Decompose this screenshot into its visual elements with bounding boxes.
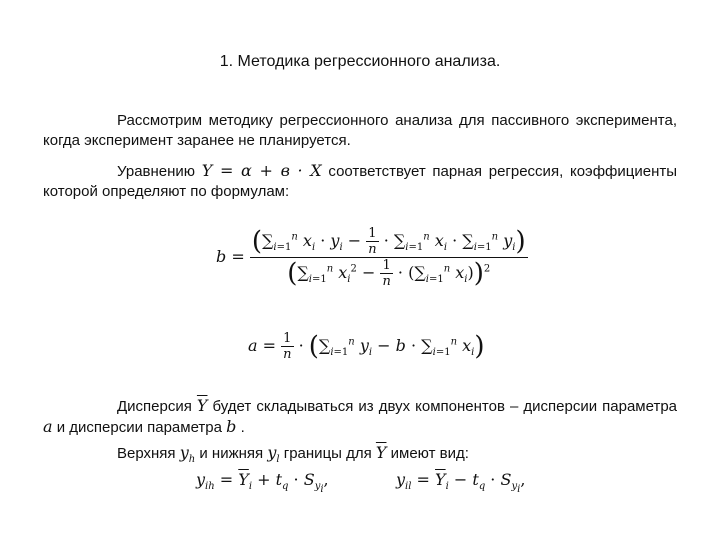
slide-title: 1. Методика регрессионного анализа. [219, 53, 501, 70]
regression-equation: Y = α + в · X [201, 161, 322, 180]
frac-n: n [368, 242, 377, 257]
frac-one: 1 [283, 331, 292, 346]
frac-one: 1 [368, 226, 377, 241]
formula-b-lhs: b = [216, 247, 245, 266]
formula-b-fraction [250, 226, 528, 289]
yh-symbol: $y_h$ [179, 443, 196, 466]
b-symbol: b [226, 417, 237, 436]
a-symbol: a [43, 417, 53, 436]
formula-lower-bound: $y_{il} = \overline{Y}_i - t_q \cdot S_{y_i}$, [396, 470, 526, 496]
paragraph-equation-text-a: Уравнению [117, 163, 202, 180]
paragraph-dispersion [43, 396, 677, 438]
frac-n: n [283, 347, 292, 362]
paragraph-equation-text-b: соответствует парная регрессия, коэффициенты которой определяют по формулам: [43, 163, 677, 200]
frac-n: n [382, 274, 391, 289]
paragraph-bounds-text-c: границы для [279, 445, 376, 462]
formula-upper-bound: $y_{ih} = \overline{Y}_i + t_q \cdot S_{y_i}$, [196, 470, 329, 496]
paragraph-dispersion-text-d: . [236, 419, 245, 436]
formula-b-numerator: ($\sum_{i=1}^n$ $x_i \cdot y_i$ − $\frac{1}{n}$ · $\sum_{i=1}^n$ $x_i \cdot \sum_{i=1}^n$ $y_i$) [251, 226, 526, 257]
frac-one: 1 [382, 258, 391, 273]
paragraph-intro-text: Рассмотрим методику регрессионного анализа для пассивного эксперимента, когда эксперимент заранее не планируется. [43, 112, 677, 149]
formula-b-denominator: ($\sum_{i=1}^n$ $x_i^2$ − $\frac{1}{n}$ · ($\sum_{i=1}^n$ $x_i))^2$ [287, 258, 491, 289]
formula-b [216, 226, 528, 289]
paragraph-intro [43, 111, 677, 151]
paragraph-dispersion-text-c: и дисперсии параметра [52, 419, 227, 436]
paragraph-equation [43, 161, 677, 202]
paragraph-bounds-text-d: имеют вид: [386, 445, 469, 462]
paragraph-dispersion-text-b: будет складываться из двух компонентов – дисперсии параметра [207, 398, 678, 415]
paragraph-bounds [43, 443, 677, 470]
formula-a-lhs: a = [248, 336, 277, 355]
formula-a: a = $\frac{1}{n}$ · ($\sum_{i=1}^n$ $y_i - b \cdot \sum_{i=1}^n$ $x_i$) [248, 331, 485, 362]
y-bar-symbol: $\overline{Y}$ [375, 443, 387, 462]
y-bar-symbol: $\overline{Y}$ [196, 396, 208, 415]
paragraph-dispersion-text-a: Дисперсия [117, 398, 197, 415]
paragraph-bounds-text-b: и нижняя [195, 445, 268, 462]
yl-symbol: $y_l$ [267, 443, 280, 466]
paragraph-bounds-text-a: Верхняя [117, 445, 180, 462]
